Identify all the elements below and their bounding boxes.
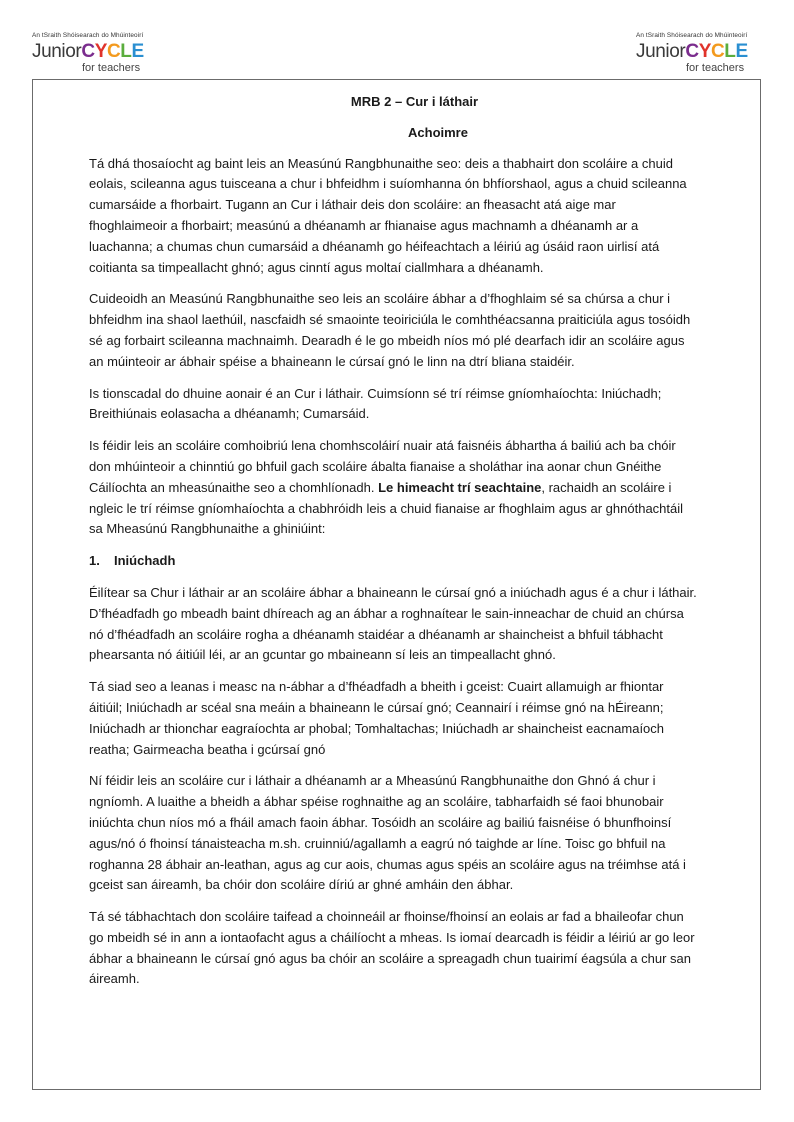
paragraph: Tá siad seo a leanas i measc na n-ábhar a d’fhéadfadh a bheith i gceist: Cuairt allamuigh ar fhiontar áitiúil; Iniúchadh ar scéal sna meáin a bhaineann le cúrsaí gnó; Ceannairí i réimse gnó na hÉireann; Iniúchadh ar thionchar eagraíochta ar phobal; Tomhaltachas; Iniúchadh ar shaincheist eacnamaíoch reatha; Gairmeacha beatha i gcúrsaí gnó (89, 679, 665, 757)
logo-letter: C (710, 41, 725, 62)
logo-letter: E (735, 41, 748, 62)
document-subtitle: Achoimre (408, 124, 468, 140)
logo-junior: Junior (32, 41, 82, 62)
logo-letter: L (120, 41, 132, 62)
paragraph: Éilítear sa Chur i láthair ar an scoláire ábhar a bhaineann le cúrsaí gnó a iniúchadh agus é a chur i láthair. D’fhéadfadh go mbeadh baint dhíreach ag an ábhar a roghnaítear le sain-inneachar de chuid an chúrsa nó d’fhéadfadh an scoláire rogha a dhéanamh staidéar a dhéanamh ar shaincheist a bhfuil tábhacht phearsanta nó áitiúil léi, ar an gcuntar go mbaineann sí leis an timpeallacht ghnó. (89, 584, 697, 663)
paragraph: Is tionscadal do dhuine aonair é an Cur i láthair. Cuimsíonn sé trí réimse gníomhaíochta: Iniúchadh; Breithiúnais eolasacha a dhéanamh; Cumarsáid. (89, 385, 662, 422)
document-body (89, 92, 697, 1001)
paragraph: Tá dhá thosaíocht ag baint leis an Measúnú Rangbhunaithe seo: deis a thabhairt don scoláire a chuid eolais, scileanna agus tuisceana a chur i bhfeidhm i suíomhanna ón bhfíorshaol, agus a chuid scileanna cumarsáide a fhorbairt. Tugann an Cur i láthair deis don scoláire: an fheasacht atá aige mar fhoghlaimeoir a fhorbairt; measúnú a dhéanamh ar fhianaise agus machnamh a dhéanamh ar a luachanna; a chumas chun cumarsáid a dhéanamh go héifeachtach a léiriú ag úsáid raon uirlisí atá coitianta sa timpeallacht ghnó; agus cinntí agus moltaí ciallmhara a dhéanamh. (89, 155, 687, 275)
logo-letter: Y (94, 41, 107, 62)
paragraph-text: Is féidir leis an scoláire comhoibriú lena chomhscoláirí nuair atá faisnéis ábhartha á bailiú ach ba chóir don mhúinteoir a chinntiú go bhfuil gach scoláire ábalta fianaise a sholáthar ina aonar chun Gnéithe Cáilíochta an mheasúnaithe seo a chomhlíonadh. (89, 438, 676, 495)
paragraph-emphasis: Le himeacht trí seachtaine (378, 479, 542, 495)
logo-brand (32, 42, 156, 62)
section-heading (89, 551, 697, 572)
junior-cycle-logo-left (32, 32, 156, 82)
section-number: 1. (89, 553, 100, 569)
logo-subtitle: for teachers (686, 62, 745, 74)
logo-letter: C (106, 41, 121, 62)
logo-brand (636, 42, 760, 62)
logo-tagline: An tSraith Shóisearach do Mhúinteoirí (32, 32, 144, 39)
logo-junior: Junior (636, 41, 686, 62)
paragraph (89, 436, 697, 540)
logo-subtitle: for teachers (82, 62, 141, 74)
document-title: MRB 2 – Cur i láthair (350, 94, 479, 109)
logo-letter: C (81, 41, 95, 62)
logo-cycle (81, 41, 143, 62)
paragraph: Tá sé tábhachtach don scoláire taifead a choinneáil ar fhoinse/fhoinsí an eolais ar fad a bhaileofar chun go mbeidh sé in ann a iontaofacht agus a cháilíocht a mheas. Is iomaí dearcadh is féidir a léiriú ar go leor ábhar a bhaineann le cúrsaí gnó agus ba chóir an scoláire a spreagadh chun tuairimí éagsúla a chur san áireamh. (89, 909, 695, 987)
logo-letter: L (724, 41, 736, 62)
logo-letter: E (131, 41, 144, 62)
logo-letter: Y (698, 41, 711, 62)
junior-cycle-logo-right (636, 32, 760, 82)
logo-letter: C (685, 41, 699, 62)
section-title: Iniúchadh (114, 553, 176, 569)
paragraph: Cuideoidh an Measúnú Rangbhunaithe seo leis an scoláire ábhar a d’fhoghlaim sé sa chúrsa a chur i bhfeidhm ina shaol laethúil, nascfaidh sé smaointe teoiriciúla le comhthéacsanna praiticiúla agus tosóidh sé ag forbairt scileanna machnaimh. Dearadh é le go mbeidh níos mó plé dearfach idir an scoláire agus an múinteoir ar ábhair spéise a bhaineann le cúrsaí gnó le linn na dtrí bliana staidéir. (89, 291, 691, 369)
paragraph-text: , rachaidh an scoláire i ngleic le trí réimse gníomhaíochta a chabhróidh leis a chuid fianaise ar fhoghlaim agus ar ghnóthachtáil sa Mheasúnú Rangbhunaithe a ghiniúint: (89, 479, 684, 537)
logo-cycle (685, 41, 747, 62)
logo-tagline: An tSraith Shóisearach do Mhúinteoirí (636, 32, 748, 39)
paragraph: Ní féidir leis an scoláire cur i láthair a dhéanamh ar a Mheasúnú Rangbhunaithe don Ghnó á chur i ngníomh. A luaithe a bheidh a ábhar spéise roghnaithe ag an scoláire, tabharfaidh sé faoi bhunobair iniúchta chun níos mó a fháil amach faoin ábhar. Tosóidh an scoláire ag bailiú faisnéise ó bhunfhoinsí agus/nó ó fhoinsí tánaisteacha m.sh. cruinniú/agallamh a eagrú nó taighde ar líne. Toisc go bhfuil na roghanna 28 ábhair an-leathan, agus ag cur aois, chumas agus spéis an scoláire agus na tréimhse atá i gceist san áireamh, ba chóir don scoláire díriú ar ghné amháin den ábhar. (89, 773, 686, 893)
